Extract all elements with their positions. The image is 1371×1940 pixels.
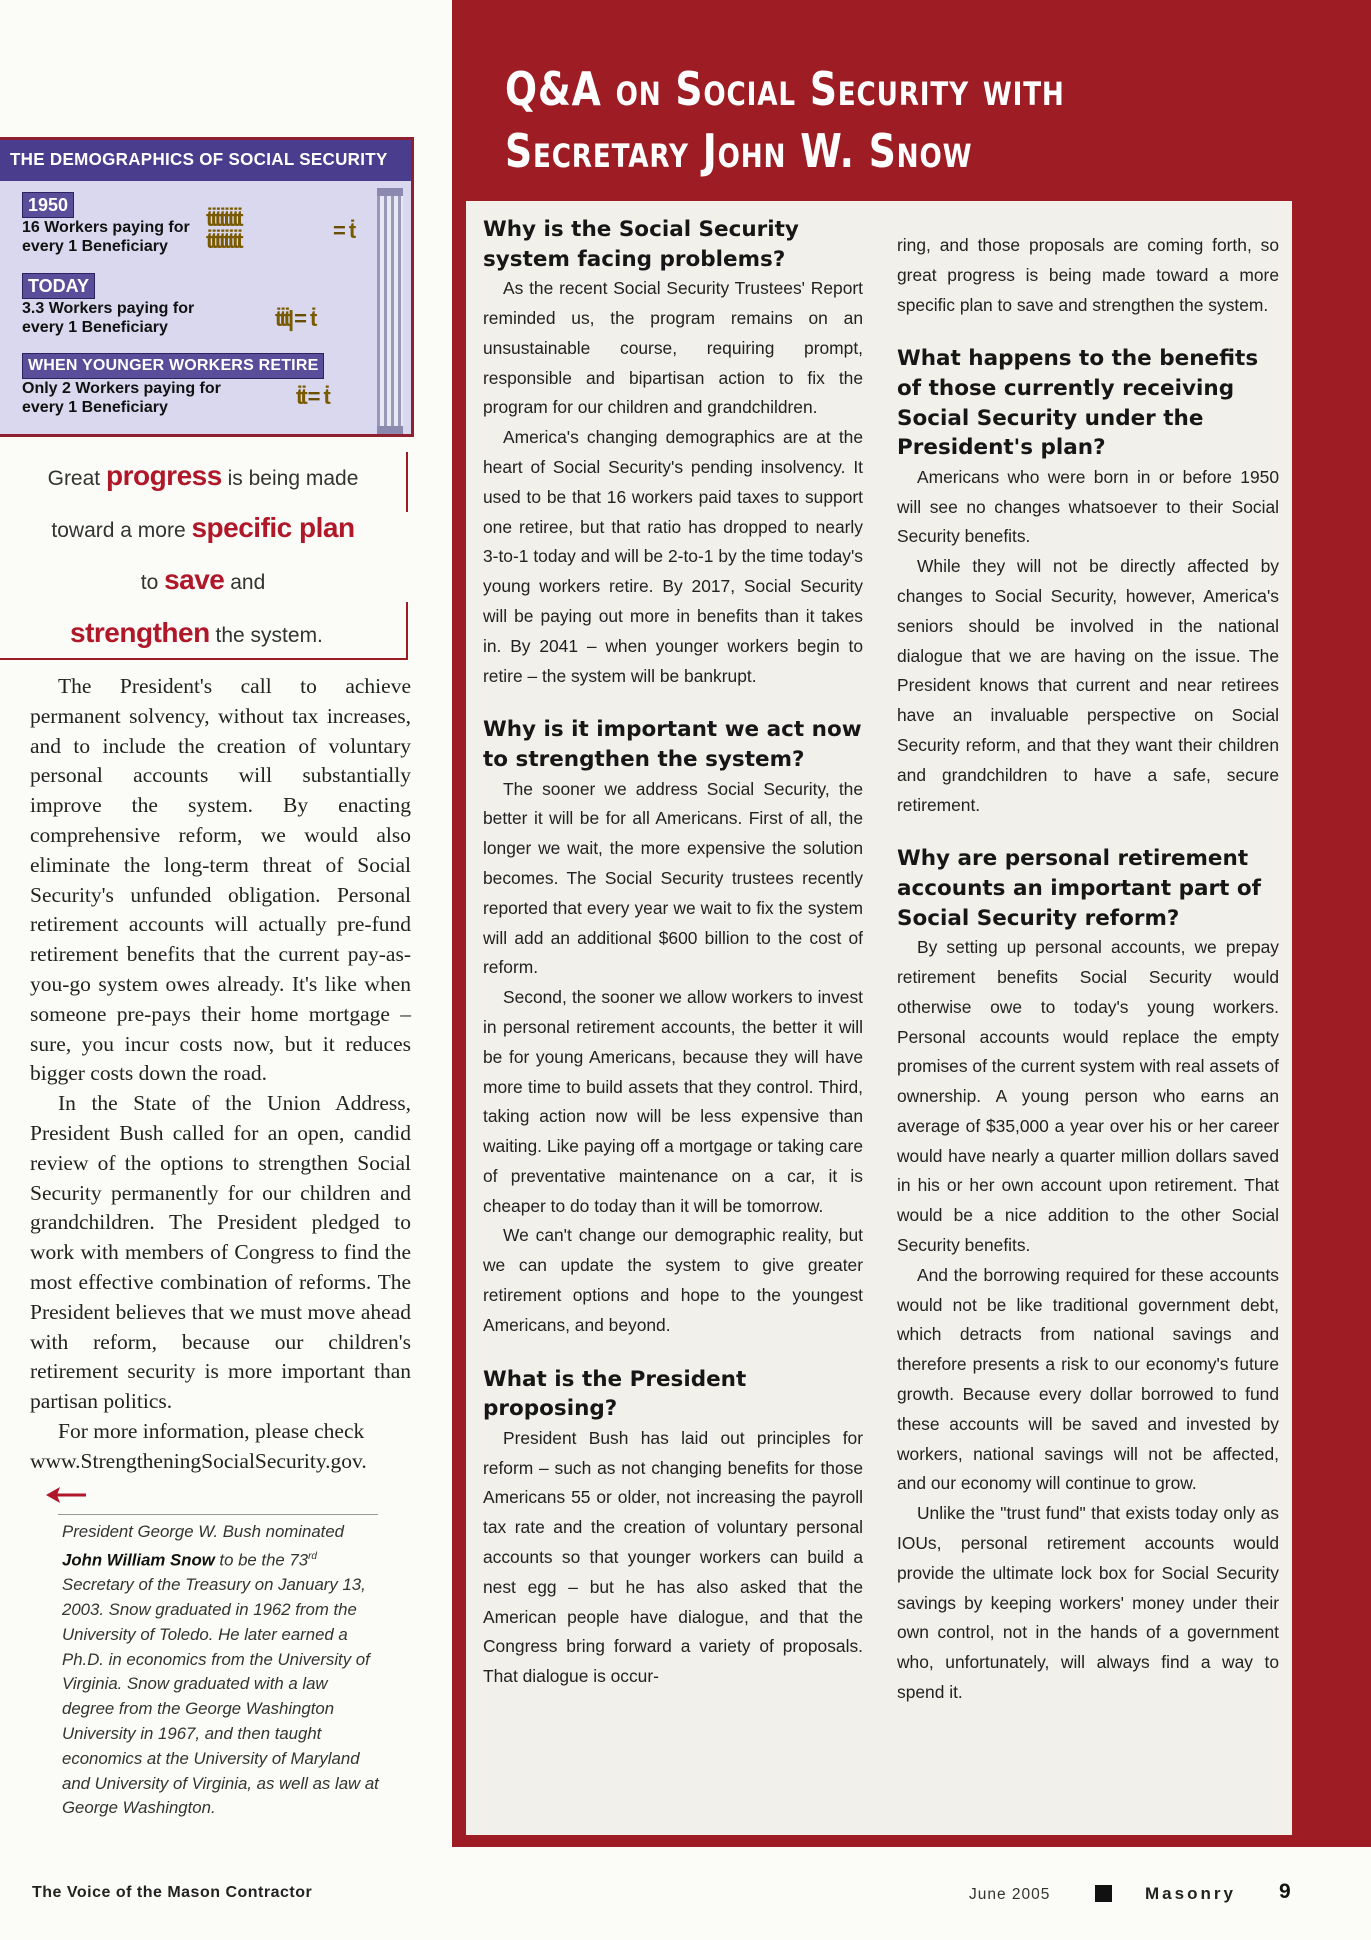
answer-paragraph: Unlike the "trust fund" that exists today only as IOUs, personal retirement accounts would provide the ultimate lock box for Social Security savings by keeping workers' money under their own control, not in the hands of a government who, unfortunately, will always find a way to spend it. (897, 1503, 1279, 1703)
answer-paragraph: And the borrowing required for these accounts would not be like traditional government debt, which detracts from national savings and therefore presents a risk to our economy's future growth. Because every dollar borrowed to fund these accounts will be saved and invested by workers, national savings will not be affected, and our economy will continue to grow. (897, 1264, 1279, 1494)
year-tag: 1950 (22, 192, 74, 218)
row-text-2: every 1 Beneficiary (22, 399, 168, 416)
footer-tagline: The Voice of the Mason Contractor (32, 1884, 313, 1901)
answer-paragraph: The sooner we address Social Security, the better it will be for all Americans. First of all, the longer we wait, the more expensive the solution becomes. The Social Security trustees recently reported that every year we wait to fix the system will add an additional $600 billion to the cost of reform. (483, 778, 863, 978)
paragraph: For more information, please check (58, 1418, 365, 1443)
divider (58, 1514, 378, 1515)
row-text-2: every 1 Beneficiary (22, 238, 168, 255)
qa-column-1 (483, 215, 863, 1692)
bio-name: John William Snow (62, 1550, 215, 1570)
footer-magazine: Masonry (1145, 1884, 1236, 1903)
left-article-body (30, 672, 411, 1477)
headline-line-2: Secretary John W. Snow (505, 124, 973, 178)
workers-figures-icon: ṫṫṫṫṫṫṫṫ ṫṫṫṫṫṫṫṫ (206, 206, 241, 253)
pull-quote (0, 452, 408, 660)
row-text-1: Only 2 Workers paying for (22, 380, 221, 397)
demographics-row-future (22, 353, 324, 417)
answer-paragraph: America's changing demographics are at the heart of Social Security's pending insolvency. It used to be that 16 workers paid taxes to support one retiree, but that ratio has dropped to nearly 3-to-1 today and will be 2-to-1 by the time today's young workers retire. By 2017, Social Security will be paying out more in benefits than it takes in. By 2041 – when younger workers begin to retire – the system will be bankrupt. (483, 427, 863, 686)
paragraph: The President's call to achieve permanent solvency, without tax increases, and to include the creation of voluntary personal accounts will substantially improve the system. By enacting comprehensive reform, we would also eliminate the long-term threat of Social Security's unfunded obligation. Personal retirement accounts will actually pre-fund retirement benefits that the current pay-as-you-go system owes already. It's like when someone pre-pays their home mortgage – sure, you incur costs now, but it reduces bigger costs down the road. (30, 674, 411, 1086)
qa-column-2 (897, 215, 1279, 1708)
beneficiary-figure-icon: = ṫ (333, 218, 354, 243)
demographics-title: THE DEMOGRAPHICS OF SOCIAL SECURITY (0, 139, 411, 181)
workers-figures-icon: ṫṫṫ| = ṫ (275, 306, 315, 331)
row-text-1: 3.3 Workers paying for (22, 300, 195, 317)
pull-quote-line-4: strengthen the system. (70, 617, 323, 648)
answer-paragraph: ring, and those proposals are coming forth, so great progress is being made toward a more specific plan to save and strengthen the system. (897, 235, 1279, 315)
column-icon (377, 188, 403, 434)
row-text-2: every 1 Beneficiary (22, 319, 168, 336)
answer-paragraph: We can't change our demographic reality, but we can update the system to give greater retirement options and hope to the youngest Americans, and beyond. (483, 1225, 863, 1335)
question-heading: Why are personal retirement accounts an important part of Social Security reform? (897, 846, 1262, 931)
answer-paragraph: By setting up personal accounts, we prepay retirement benefits Social Security would otherwise owe to today's young workers. Personal accounts would replace the empty promises of the current system with real assets of ownership. A young person who earns an average of $35,000 a year over his or her career would have nearly a quarter million dollars saved in his or her own account upon retirement. That would be a nice addition to the other Social Security benefits. (897, 937, 1279, 1256)
answer-paragraph: While they will not be directly affected by changes to Social Security, however, America's seniors should be involved in the national dialogue that we are having on the issue. The President knows that current and near retirees have an invaluable perspective on Social Security reform, and that they want their children and grandchildren to have a safe, secure retirement. (897, 556, 1279, 815)
today-tag: TODAY (22, 273, 95, 299)
answer-paragraph: President Bush has laid out principles for reform – such as not changing benefits for those Americans 55 or older, not increasing the payroll tax rate and the creation of voluntary personal accounts so that younger workers can build a nest egg – but he has also asked that the American people have dialogue, and that the Congress bring forward a variety of proposals. That dialogue is occur- (483, 1427, 863, 1687)
paragraph: In the State of the Union Address, President Bush called for an open, candid review of the options to strengthen Social Security permanently for our children and grandchildren. The President pledged to work with members of Congress to find the most effective combination of reforms. The President believes that we must move ahead with reform, because our children's retirement security is more important than partisan politics. (30, 1091, 411, 1414)
pull-quote-line-3: to save and (140, 564, 266, 595)
arrow-icon (44, 1485, 88, 1505)
demographics-graphic (0, 137, 414, 437)
future-tag: WHEN YOUNGER WORKERS RETIRE (22, 353, 324, 379)
question-heading: What happens to the benefits of those currently receiving Social Security under the President's plan? (897, 346, 1259, 461)
demographics-row-today (22, 273, 194, 337)
answer-paragraph: Second, the sooner we allow workers to invest in personal retirement accounts, the better it will be for young Americans, because they will have more time to build assets that they control. Third, taking action now will be less expensive than waiting. Like paying off a mortgage or taking care of preventative maintenance on a car, it is cheaper to do today than it will be tomorrow. (483, 987, 863, 1216)
question-heading: Why is it important we act now to strengthen the system? (483, 717, 862, 772)
pull-quote-line-1: Great progress is being made (47, 460, 359, 491)
question-heading: Why is the Social Security system facing problems? (483, 217, 799, 272)
website-link[interactable]: www.StrengtheningSocialSecurity.gov. (30, 1448, 367, 1473)
demographics-row-1950 (22, 192, 190, 256)
footer-date: June 2005 (969, 1886, 1051, 1903)
square-icon (1095, 1885, 1112, 1902)
headline-line-1: Q&A on Social Security with (505, 62, 1065, 116)
answer-paragraph: Americans who were born in or before 1950 will see no changes whatsoever to their Social Security benefits. (897, 466, 1279, 547)
answer-paragraph: As the recent Social Security Trustees' Report reminded us, the program remains on an unsustainable course, requiring prompt, responsible and bipartisan action to fix the program for our children and grandchildren. (483, 278, 863, 418)
article-headline (505, 58, 1177, 182)
page-number: 9 (1279, 1880, 1291, 1903)
author-bio: President George W. Bush nominated John William Snow to be the 73rd Secretary of the Treasury on January 13, 2003. Snow graduated in 1962 from the University of Toledo. He later earned a Ph.D. in economics from the University of Virginia. Snow graduated with a law degree from the George Washington University in 1967, and then taught economics at the University of Maryland and University of Virginia, as well as law at George Washington. (62, 1522, 379, 1818)
question-heading: What is the President proposing? (483, 1366, 747, 1422)
row-text-1: 16 Workers paying for (22, 219, 190, 236)
workers-figures-icon: ṫṫ = ṫ (296, 384, 328, 409)
pull-quote-line-2: toward a more specific plan (51, 512, 355, 543)
